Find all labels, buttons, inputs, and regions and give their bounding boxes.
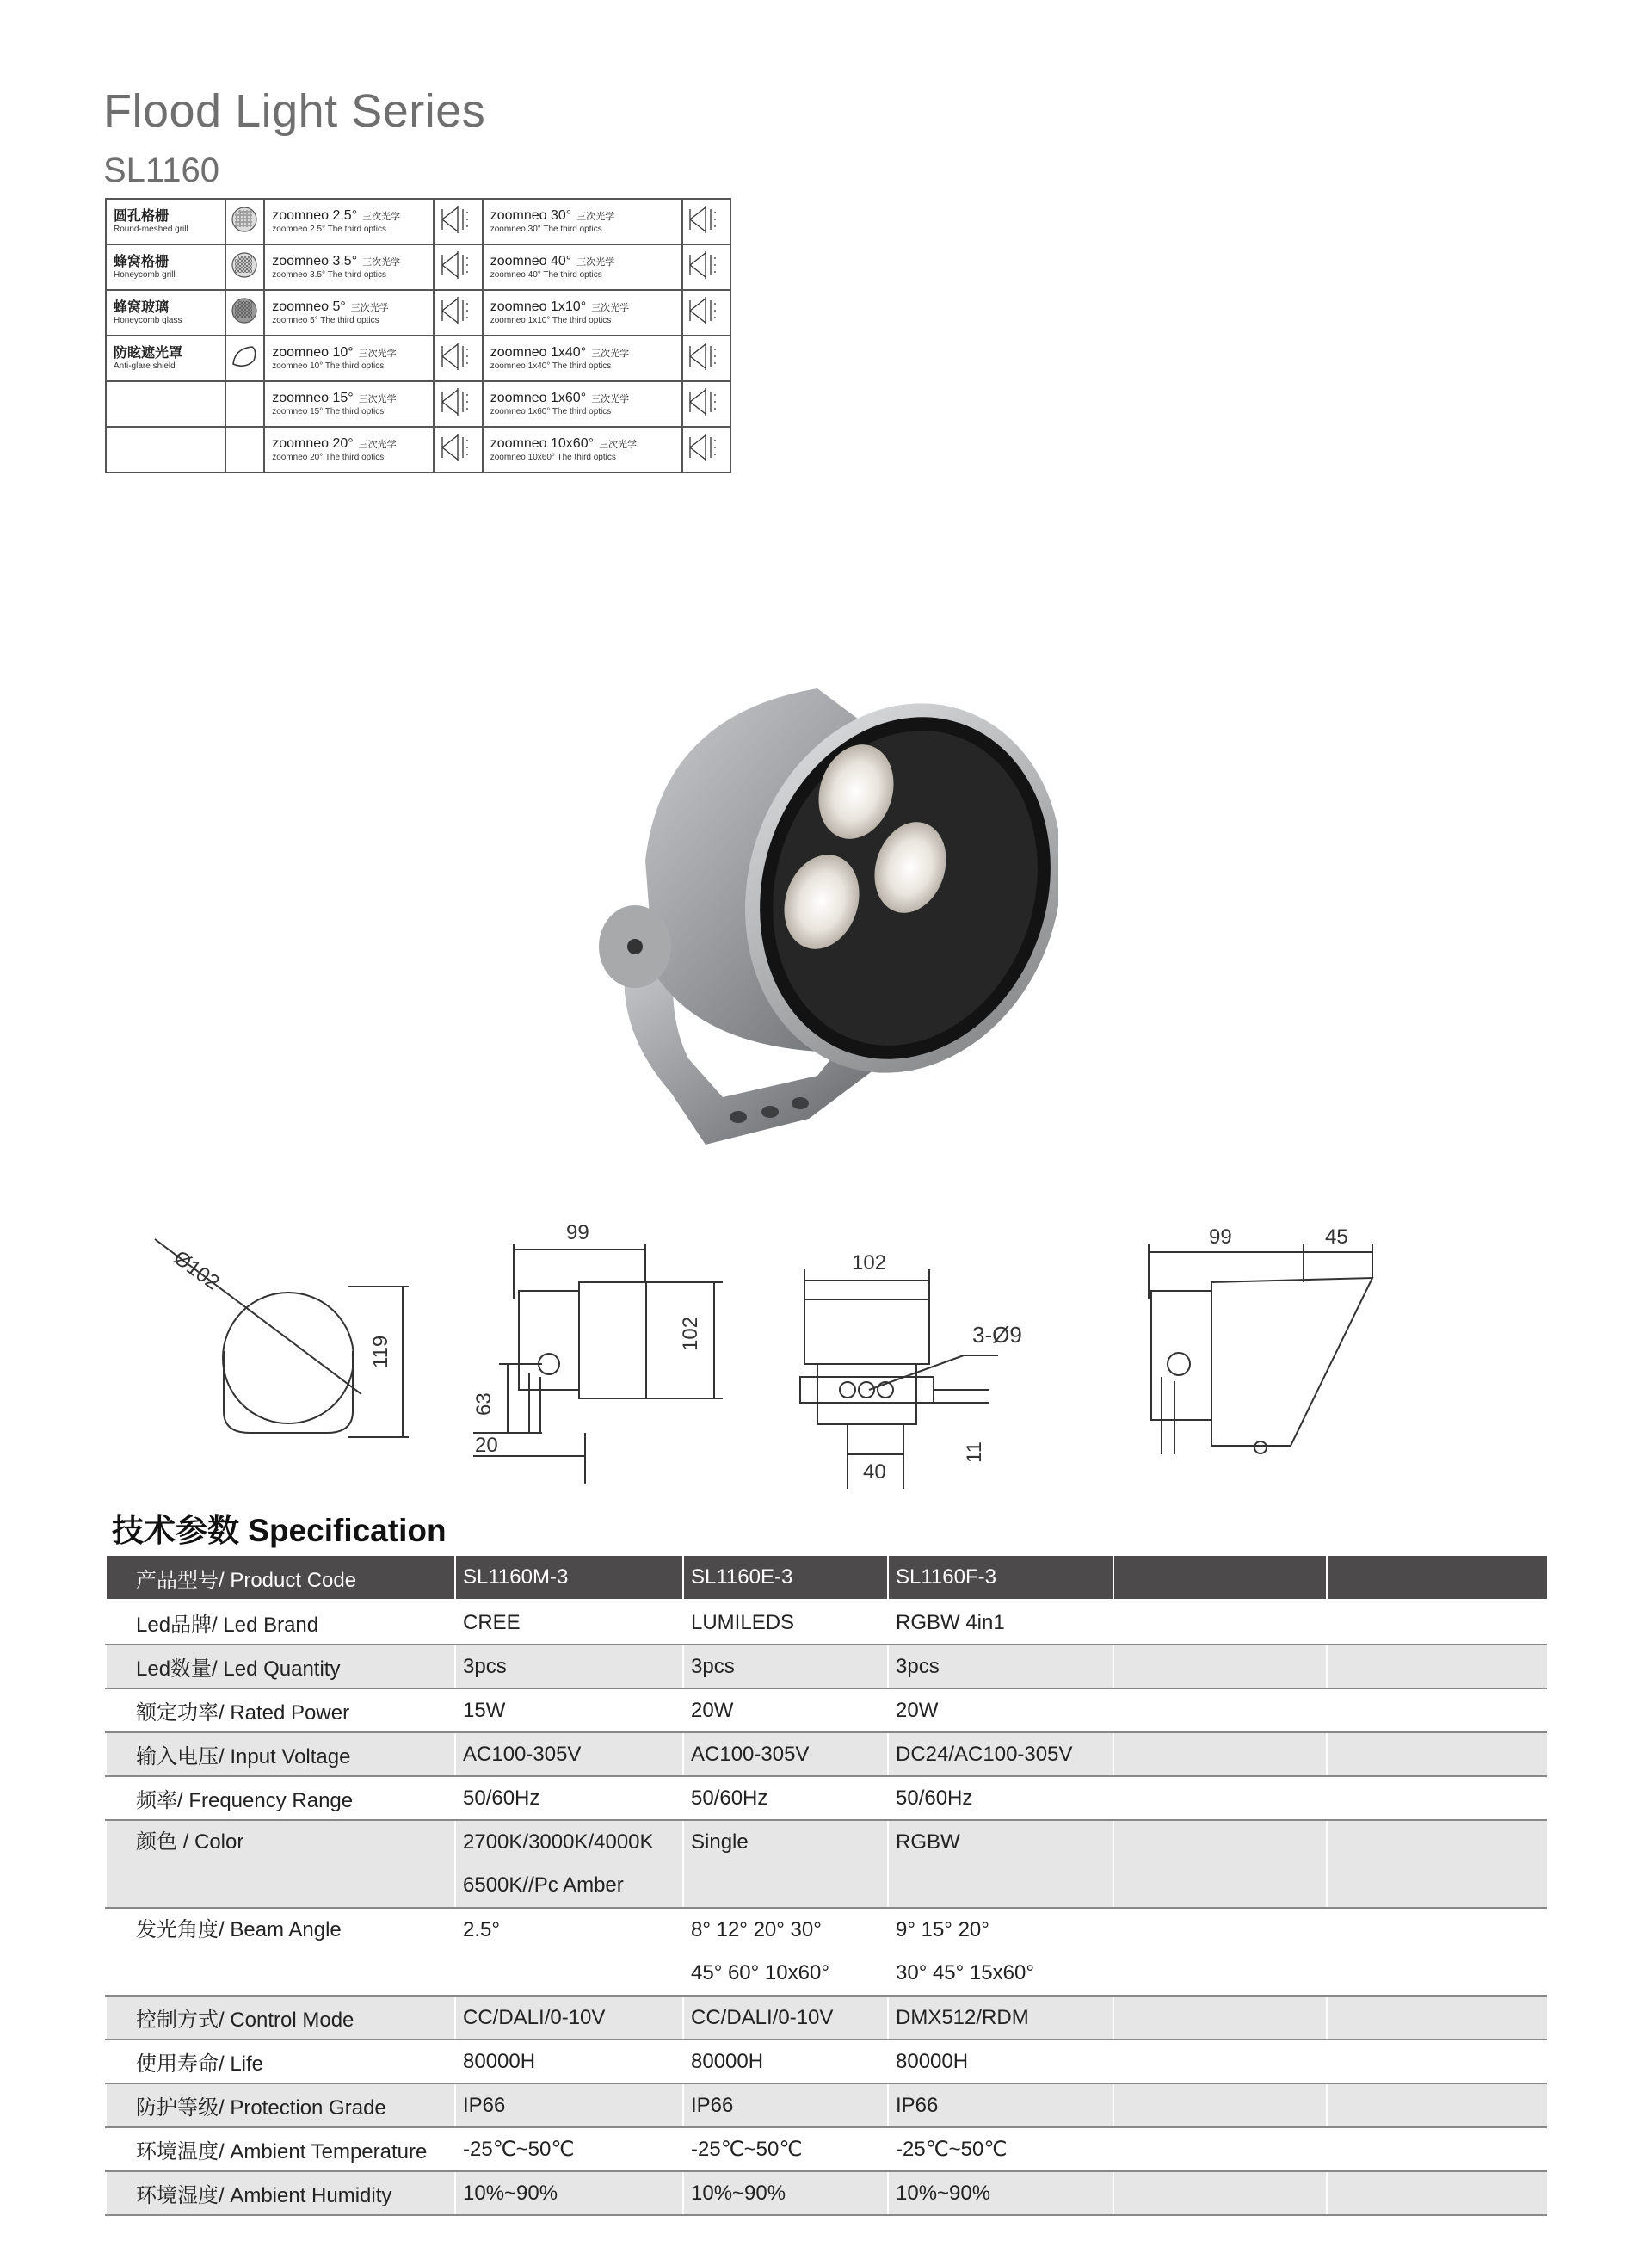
spec-row [106,2171,1547,2215]
optic-b-cell [483,244,682,290]
beam-diagram-b [682,290,730,336]
spec-value-m: IP66 [455,2083,683,2127]
spec-value-m [455,1908,683,1996]
beam-angle-icon [687,246,726,284]
optic-a-tag: 三次光学 [358,394,397,404]
spec-row [106,1688,1547,1732]
spec-value-f: DC24/AC100-305V [888,1732,1113,1776]
front-height-label: 119 [369,1335,392,1368]
spec-value-e [683,1820,888,1908]
spec-value-empty [1113,1820,1327,1908]
beam-angle-icon [687,383,726,421]
accessory-cell [106,199,225,244]
accessory-name-cn: 防眩遮光罩 [114,345,183,361]
spec-row [106,2083,1547,2127]
accessory-name-en: Honeycomb glass [114,315,182,325]
optic-a-cell [264,290,434,336]
optic-b-desc: zoomneo 30° The third optics [490,225,602,234]
optics-row [106,290,730,336]
shield-extension-label: 45 [1325,1225,1348,1249]
beam-diagram-a [434,381,482,427]
spec-label: 产品型号/ Product Code [106,1556,455,1601]
product-code-empty [1327,1556,1547,1601]
spec-value-empty [1327,2040,1547,2083]
optic-a-cell [264,199,434,244]
optic-a-name: zoomneo 20° [272,436,354,451]
optic-a-cell [264,244,434,290]
spec-value-m: CC/DALI/0-10V [455,1996,683,2040]
accessory-icon-cell [225,427,265,472]
optic-b-desc: zoomneo 40° The third optics [490,270,602,280]
spec-value-m: 3pcs [455,1645,683,1688]
optic-b-tag: 三次光学 [591,303,630,313]
spec-value-f: 50/60Hz [888,1776,1113,1820]
shield-view-drawing [1149,1225,1372,1454]
spec-label: 环境湿度/ Ambient Humidity [106,2171,455,2215]
side-base-label: 20 [475,1434,498,1457]
beam-diagram-b [682,381,730,427]
spec-value-empty [1327,2083,1547,2127]
beam-diagram-b [682,336,730,381]
beam-angle-icon [687,201,726,238]
optic-b-tag: 三次光学 [576,212,615,222]
spec-value-m-line2: 6500K//Pc Amber [463,1873,624,1897]
spec-value-f [888,1820,1113,1908]
spec-label [106,1908,455,1996]
spec-row [106,1601,1547,1645]
accessory-icon-cell [225,290,265,336]
optics-accessories-table [105,198,731,473]
optic-a-desc: zoomneo 15° The third optics [272,407,385,417]
spec-value-m-line1: 2700K/3000K/4000K [463,1830,654,1854]
honeycomb-glass-icon [230,296,259,325]
spec-label: 防护等级/ Protection Grade [106,2083,455,2127]
spec-value-e: CC/DALI/0-10V [683,1996,888,2040]
beam-angle-icon [439,292,478,330]
spec-value-e: IP66 [683,2083,888,2127]
spec-value-e: -25℃~50℃ [683,2127,888,2171]
optic-a-tag: 三次光学 [362,212,401,222]
spec-value-m: AC100-305V [455,1732,683,1776]
optic-a-tag: 三次光学 [362,257,401,268]
spec-value-m [455,1820,683,1908]
accessory-name-cn: 蜂窝玻璃 [114,299,170,315]
optic-a-cell [264,336,434,381]
beam-angle-icon [439,201,478,238]
optic-b-name: zoomneo 40° [490,254,572,268]
optic-a-name: zoomneo 10° [272,345,354,360]
spec-value-m: CREE [455,1601,683,1645]
flood-light-product-image [594,663,1058,1153]
spec-heading: 技术参数 Specification [112,1513,447,1548]
top-view-drawing [800,1251,1022,1489]
spec-value-empty [1113,1688,1327,1732]
accessory-name-cn: 蜂窝格栅 [114,254,170,269]
spec-label [106,1820,455,1908]
spec-value-empty [1113,2083,1327,2127]
accessory-cell [106,290,225,336]
optic-b-cell [483,336,682,381]
optic-b-name: zoomneo 30° [490,208,572,223]
honeycomb-grill-icon [230,250,259,280]
spec-value-empty [1113,1601,1327,1645]
spec-row [106,1645,1547,1688]
beam-diagram-b [682,199,730,244]
spec-value-f-line1: RGBW [896,1830,960,1854]
spec-value-m-line1: 2.5° [463,1918,500,1941]
accessory-icon-cell [225,336,265,381]
side-height-label: 102 [679,1316,702,1351]
accessory-icon-cell [225,381,265,427]
spec-value-empty [1327,2171,1547,2215]
optic-b-desc: zoomneo 1x60° The third optics [490,407,612,417]
spec-value-f: DMX512/RDM [888,1996,1113,2040]
spec-value-empty [1327,1732,1547,1776]
spec-value-e-line2: 45° 60° 10x60° [691,1961,829,1984]
spec-value-f-line2: 30° 45° 15x60° [896,1961,1034,1984]
optic-a-tag: 三次光学 [350,303,389,313]
spec-value-empty [1113,1996,1327,2040]
spec-value-e-line1: 8° 12° 20° 30° [691,1918,822,1941]
spec-value-f: RGBW 4in1 [888,1601,1113,1645]
spec-value-e: 3pcs [683,1645,888,1688]
spec-label: 使用寿命/ Life [106,2040,455,2083]
accessory-icon-cell [225,199,265,244]
product-code-f: SL1160F-3 [888,1556,1113,1601]
beam-angle-icon [439,337,478,375]
spec-row [106,2040,1547,2083]
accessory-cell [106,427,225,472]
model-title: SL1160 [103,151,219,189]
optic-a-desc: zoomneo 10° The third optics [272,361,385,371]
spec-value-e: LUMILEDS [683,1601,888,1645]
accessory-icon-cell [225,244,265,290]
spec-label-line1: 发光角度/ Beam Angle [136,1918,342,1941]
spec-value-e: 20W [683,1688,888,1732]
top-spacing-label: 40 [863,1460,886,1484]
spec-value-empty [1327,1996,1547,2040]
optics-row [106,427,730,472]
beam-angle-icon [687,337,726,375]
spec-value-empty [1327,1776,1547,1820]
spec-row [106,1996,1547,2040]
optic-a-name: zoomneo 5° [272,299,346,314]
optic-b-desc: zoomneo 10x60° The third optics [490,453,616,462]
beam-angle-icon [687,429,726,466]
spec-table [105,1556,1547,2216]
optic-b-cell [483,199,682,244]
optic-b-cell [483,290,682,336]
optic-b-cell [483,427,682,472]
optic-a-desc: zoomneo 2.5° The third optics [272,225,386,234]
top-holes-label: 3-Ø9 [972,1322,1022,1348]
spec-value-f: 80000H [888,2040,1113,2083]
accessory-name-en: Anti-glare shield [114,361,176,371]
optic-a-name: zoomneo 15° [272,391,354,405]
beam-diagram-a [434,336,482,381]
beam-angle-icon [687,292,726,330]
spec-row [106,1732,1547,1776]
spec-value-e: 80000H [683,2040,888,2083]
series-title: Flood Light Series [103,85,486,137]
side-pivot-label: 63 [472,1392,496,1416]
spec-label-line1: 颜色 / Color [136,1830,244,1854]
optic-b-tag: 三次光学 [599,440,637,450]
optic-a-desc: zoomneo 3.5° The third optics [272,270,386,280]
dimension-drawings [129,1205,1420,1515]
product-code-e: SL1160E-3 [683,1556,888,1601]
spec-row [106,1776,1547,1820]
accessory-name-en: Honeycomb grill [114,269,176,280]
spec-value-f [888,1908,1113,1996]
spec-value-empty [1113,2171,1327,2215]
spec-header-row [106,1556,1547,1601]
accessory-cell [106,244,225,290]
spec-value-empty [1327,1645,1547,1688]
spec-value-empty [1113,1732,1327,1776]
beam-angle-icon [439,429,478,466]
optic-a-cell [264,427,434,472]
beam-diagram-b [682,244,730,290]
spec-value-empty [1327,2127,1547,2171]
optics-row [106,381,730,427]
front-view-drawing [155,1239,409,1437]
optic-a-name: zoomneo 3.5° [272,254,358,268]
optic-a-desc: zoomneo 20° The third optics [272,453,385,462]
spec-value-empty [1113,2127,1327,2171]
optic-a-desc: zoomneo 5° The third optics [272,316,379,325]
optic-b-tag: 三次光学 [576,257,615,268]
optic-a-name: zoomneo 2.5° [272,208,358,223]
round-mesh-grill-icon [230,205,259,234]
optic-b-name: zoomneo 1x40° [490,345,587,360]
spec-value-empty [1113,1645,1327,1688]
optics-row [106,336,730,381]
spec-value-empty [1327,1820,1547,1908]
beam-diagram-a [434,427,482,472]
spec-value-e: 10%~90% [683,2171,888,2215]
beam-angle-icon [439,383,478,421]
product-code-m: SL1160M-3 [455,1556,683,1601]
front-diameter-label: Ø102 [169,1246,224,1295]
side-view-drawing [472,1221,723,1484]
optic-b-desc: zoomneo 1x40° The third optics [490,361,612,371]
product-code-empty [1113,1556,1327,1601]
spec-label: 额定功率/ Rated Power [106,1688,455,1732]
accessory-cell [106,336,225,381]
accessory-cell [106,381,225,427]
optic-b-name: zoomneo 1x10° [490,299,587,314]
optics-row [106,199,730,244]
shield-width-label: 99 [1209,1225,1232,1249]
spec-label: 环境温度/ Ambient Temperature [106,2127,455,2171]
accessory-name-en: Round-meshed grill [114,224,188,234]
spec-value-e: 50/60Hz [683,1776,888,1820]
spec-value-f: 3pcs [888,1645,1113,1688]
spec-value-m: 80000H [455,2040,683,2083]
spec-value-m: 15W [455,1688,683,1732]
spec-label: Led数量/ Led Quantity [106,1645,455,1688]
spec-value-empty [1327,1601,1547,1645]
spec-label: 控制方式/ Control Mode [106,1996,455,2040]
spec-value-empty [1113,2040,1327,2083]
spec-value-f-line1: 9° 15° 20° [896,1918,989,1941]
optic-a-tag: 三次光学 [358,349,397,359]
spec-value-empty [1113,1776,1327,1820]
spec-value-empty [1113,1908,1327,1996]
spec-row [106,1908,1547,1996]
spec-value-f: 20W [888,1688,1113,1732]
beam-diagram-a [434,244,482,290]
optics-row [106,244,730,290]
beam-angle-icon [439,246,478,284]
spec-row [106,2127,1547,2171]
optic-b-name: zoomneo 1x60° [490,391,587,405]
optic-a-cell [264,381,434,427]
spec-value-empty [1327,1688,1547,1732]
spec-value-empty [1327,1908,1547,1996]
spec-value-f: -25℃~50℃ [888,2127,1113,2171]
spec-value-e-line1: Single [691,1830,749,1854]
spec-value-f: 10%~90% [888,2171,1113,2215]
optic-b-desc: zoomneo 1x10° The third optics [490,316,612,325]
spec-value-e [683,1908,888,1996]
optic-b-tag: 三次光学 [591,394,630,404]
optic-a-tag: 三次光学 [358,440,397,450]
spec-label: 输入电压/ Input Voltage [106,1732,455,1776]
beam-diagram-a [434,290,482,336]
spec-label: Led品牌/ Led Brand [106,1601,455,1645]
spec-value-m: 50/60Hz [455,1776,683,1820]
beam-diagram-a [434,199,482,244]
spec-value-m: 10%~90% [455,2171,683,2215]
optic-b-cell [483,381,682,427]
accessory-name-cn: 圆孔格栅 [114,208,170,224]
top-thickness-label: 11 [963,1441,986,1463]
spec-label: 频率/ Frequency Range [106,1776,455,1820]
optic-b-name: zoomneo 10x60° [490,436,594,451]
spec-value-f: IP66 [888,2083,1113,2127]
spec-value-m: -25℃~50℃ [455,2127,683,2171]
side-width-label: 99 [566,1221,589,1244]
top-width-label: 102 [852,1251,887,1274]
spec-value-e: AC100-305V [683,1732,888,1776]
beam-diagram-b [682,427,730,472]
anti-glare-shield-icon [230,342,259,371]
spec-row [106,1820,1547,1908]
optic-b-tag: 三次光学 [591,349,630,359]
